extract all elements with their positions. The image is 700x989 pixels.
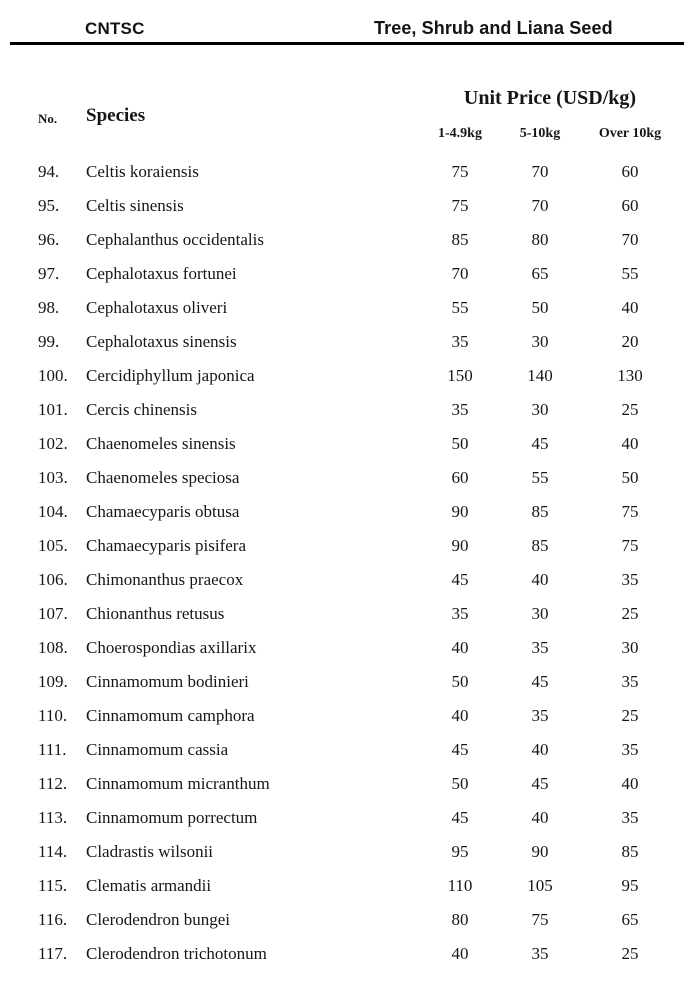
row-species: Celtis sinensis (86, 196, 184, 215)
row-number: 101. (38, 400, 68, 419)
row-species: Chamaecyparis obtusa (86, 502, 240, 521)
row-price-5-10kg: 80 (531, 230, 549, 249)
table-row (0, 155, 700, 189)
row-species: Choerospondias axillarix (86, 638, 257, 657)
row-species: Cinnamomum porrectum (86, 808, 258, 827)
row-species: Chamaecyparis pisifera (86, 536, 247, 555)
row-price-1-4.9kg: 40 (451, 944, 469, 963)
table-row (0, 563, 700, 597)
row-price-over-10kg: 60 (621, 196, 639, 215)
row-price-1-4.9kg: 90 (451, 502, 469, 521)
table-row (0, 325, 700, 359)
row-price-5-10kg: 45 (531, 434, 549, 453)
table-body (0, 155, 700, 971)
row-species: Cinnamomum camphora (86, 706, 255, 725)
row-price-1-4.9kg: 55 (451, 298, 469, 317)
row-species: Cinnamomum micranthum (86, 774, 270, 793)
row-price-5-10kg: 30 (531, 604, 549, 623)
row-number: 106. (38, 570, 68, 589)
row-price-over-10kg: 40 (621, 434, 639, 453)
table-row (0, 257, 700, 291)
row-price-1-4.9kg: 40 (451, 706, 469, 725)
row-price-1-4.9kg: 150 (447, 366, 473, 385)
row-price-1-4.9kg: 85 (451, 230, 469, 249)
row-price-5-10kg: 85 (531, 502, 549, 521)
row-number: 105. (38, 536, 68, 555)
header-org-name: CNTSC (85, 19, 145, 38)
table-row (0, 801, 700, 835)
row-species: Chionanthus retusus (86, 604, 225, 623)
row-price-1-4.9kg: 35 (451, 332, 469, 351)
row-number: 107. (38, 604, 68, 623)
row-price-over-10kg: 70 (621, 230, 639, 249)
row-number: 94. (38, 162, 60, 181)
row-species: Chaenomeles speciosa (86, 468, 240, 487)
column-header-species: Species (86, 105, 146, 126)
table-row (0, 597, 700, 631)
row-species: Cladrastis wilsonii (86, 842, 214, 861)
row-price-5-10kg: 35 (531, 638, 549, 657)
row-number: 114. (38, 842, 68, 861)
row-number: 100. (38, 366, 68, 385)
row-price-over-10kg: 60 (621, 162, 639, 181)
row-price-1-4.9kg: 75 (451, 196, 469, 215)
table-row (0, 393, 700, 427)
row-price-5-10kg: 45 (531, 672, 549, 691)
row-species: Cephalotaxus fortunei (86, 264, 237, 283)
table-row (0, 631, 700, 665)
row-number: 98. (38, 298, 60, 317)
row-price-1-4.9kg: 110 (447, 876, 473, 895)
row-price-1-4.9kg: 50 (451, 774, 469, 793)
row-price-5-10kg: 105 (527, 876, 553, 895)
row-number: 96. (38, 230, 60, 249)
row-price-1-4.9kg: 90 (451, 536, 469, 555)
table-row (0, 699, 700, 733)
row-species: Clerodendron bungei (86, 910, 230, 929)
row-price-5-10kg: 55 (531, 468, 549, 487)
row-price-over-10kg: 85 (621, 842, 639, 861)
row-price-5-10kg: 65 (531, 264, 549, 283)
table-row (0, 427, 700, 461)
row-number: 109. (38, 672, 68, 691)
row-species: Clerodendron trichotonum (86, 944, 267, 963)
row-price-1-4.9kg: 45 (451, 570, 469, 589)
row-species: Cercidiphyllum japonica (86, 366, 255, 385)
row-number: 116. (38, 910, 68, 929)
row-price-5-10kg: 30 (531, 332, 549, 351)
table-row (0, 529, 700, 563)
row-price-over-10kg: 40 (621, 298, 639, 317)
table-row (0, 869, 700, 903)
column-header-1-4.9kg: 1-4.9kg (438, 126, 482, 141)
table-row (0, 665, 700, 699)
row-number: 110. (38, 706, 68, 725)
row-species: Chaenomeles sinensis (86, 434, 236, 453)
row-price-5-10kg: 90 (531, 842, 549, 861)
row-price-over-10kg: 55 (621, 264, 639, 283)
row-number: 111. (38, 740, 67, 759)
row-price-1-4.9kg: 70 (451, 264, 469, 283)
row-price-over-10kg: 30 (621, 638, 639, 657)
row-number: 99. (38, 332, 60, 351)
row-price-5-10kg: 40 (531, 740, 549, 759)
table-row (0, 223, 700, 257)
row-species: Cephalotaxus sinensis (86, 332, 237, 351)
header-document-title: Tree, Shrub and Liana Seed (374, 18, 613, 38)
row-species: Cephalanthus occidentalis (86, 230, 264, 249)
row-species: Celtis koraiensis (86, 162, 199, 181)
table-row (0, 733, 700, 767)
row-number: 117. (38, 944, 68, 963)
row-price-5-10kg: 50 (531, 298, 549, 317)
price-subheader-row (420, 126, 680, 142)
row-species: Cinnamomum bodinieri (86, 672, 249, 691)
row-price-5-10kg: 140 (527, 366, 553, 385)
row-price-over-10kg: 35 (621, 570, 639, 589)
table-row (0, 903, 700, 937)
row-price-5-10kg: 40 (531, 808, 549, 827)
row-species: Cephalotaxus oliveri (86, 298, 228, 317)
row-price-over-10kg: 40 (621, 774, 639, 793)
row-price-5-10kg: 85 (531, 536, 549, 555)
row-price-over-10kg: 65 (621, 910, 639, 929)
table-row (0, 189, 700, 223)
row-species: Cinnamomum cassia (86, 740, 229, 759)
row-price-over-10kg: 25 (621, 400, 639, 419)
row-number: 112. (38, 774, 68, 793)
column-header-unit-price: Unit Price (USD/kg) (463, 87, 637, 109)
row-price-5-10kg: 75 (531, 910, 549, 929)
table-row (0, 937, 700, 971)
row-number: 102. (38, 434, 68, 453)
column-header-no: No. (38, 111, 58, 126)
table-row (0, 359, 700, 393)
row-price-1-4.9kg: 60 (451, 468, 469, 487)
row-price-over-10kg: 35 (621, 808, 639, 827)
row-price-over-10kg: 25 (621, 944, 639, 963)
column-header-5-10kg: 5-10kg (519, 126, 561, 141)
row-number: 103. (38, 468, 68, 487)
row-price-1-4.9kg: 75 (451, 162, 469, 181)
table-row (0, 291, 700, 325)
table-row (0, 767, 700, 801)
row-price-over-10kg: 35 (621, 672, 639, 691)
row-price-1-4.9kg: 45 (451, 808, 469, 827)
row-number: 95. (38, 196, 60, 215)
row-number: 115. (38, 876, 68, 895)
row-price-1-4.9kg: 45 (451, 740, 469, 759)
row-price-over-10kg: 25 (621, 706, 639, 725)
row-price-over-10kg: 75 (621, 502, 639, 521)
row-species: Clematis armandii (86, 876, 212, 895)
table-row (0, 835, 700, 869)
row-price-1-4.9kg: 40 (451, 638, 469, 657)
row-price-over-10kg: 35 (621, 740, 639, 759)
row-price-5-10kg: 35 (531, 706, 549, 725)
row-number: 108. (38, 638, 68, 657)
row-price-5-10kg: 40 (531, 570, 549, 589)
row-price-over-10kg: 75 (621, 536, 639, 555)
row-price-1-4.9kg: 35 (451, 400, 469, 419)
row-price-5-10kg: 30 (531, 400, 549, 419)
row-price-1-4.9kg: 80 (451, 910, 469, 929)
row-number: 113. (38, 808, 68, 827)
table-row (0, 495, 700, 529)
row-price-over-10kg: 20 (621, 332, 639, 351)
row-price-1-4.9kg: 50 (451, 434, 469, 453)
row-price-over-10kg: 25 (621, 604, 639, 623)
table-row (0, 461, 700, 495)
row-price-5-10kg: 45 (531, 774, 549, 793)
row-price-over-10kg: 130 (617, 366, 643, 385)
row-price-over-10kg: 95 (621, 876, 639, 895)
row-price-1-4.9kg: 35 (451, 604, 469, 623)
header-rule (10, 42, 684, 45)
row-number: 97. (38, 264, 60, 283)
row-price-over-10kg: 50 (621, 468, 639, 487)
row-price-1-4.9kg: 95 (451, 842, 469, 861)
row-price-5-10kg: 70 (531, 162, 549, 181)
row-price-5-10kg: 35 (531, 944, 549, 963)
row-species: Chimonanthus praecox (86, 570, 244, 589)
row-price-1-4.9kg: 50 (451, 672, 469, 691)
row-price-5-10kg: 70 (531, 196, 549, 215)
column-header-over-10kg: Over 10kg (598, 126, 662, 141)
row-number: 104. (38, 502, 68, 521)
row-species: Cercis chinensis (86, 400, 197, 419)
